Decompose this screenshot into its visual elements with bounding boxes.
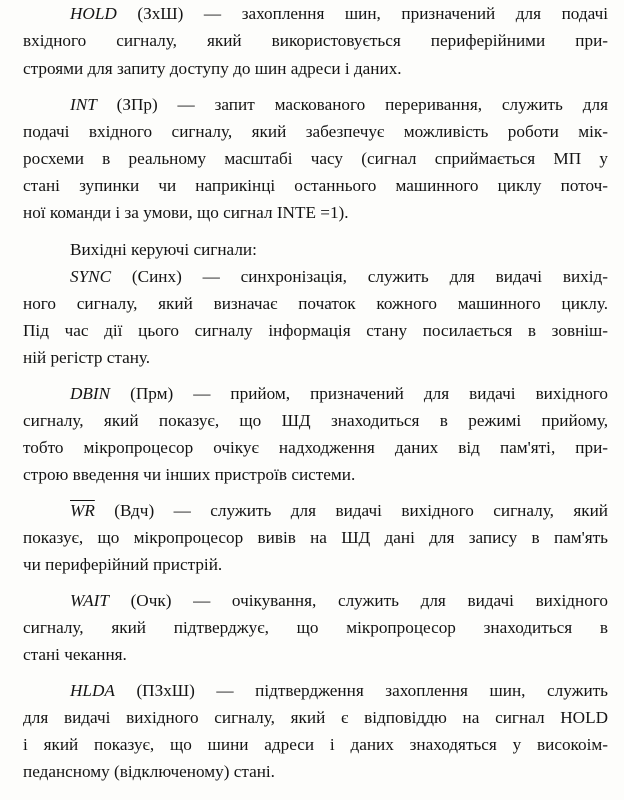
sync-line-4: ній регістр стану. bbox=[23, 348, 151, 367]
term-wait: WAIT bbox=[70, 591, 109, 610]
hlda-line-1: HLDA (ПЗхШ) — підтвердження захоплення шин, служить bbox=[70, 681, 608, 700]
hlda-line-2: для видачі вихідного сигналу, який є відповіддю на сигнал HOLD bbox=[23, 708, 608, 727]
dbin-line-4: строю введення чи інших пристроїв системи. bbox=[23, 465, 356, 484]
term-int: INT bbox=[70, 95, 97, 114]
term-sync: SYNC bbox=[70, 267, 112, 286]
int-line-5: ної команди і за умови, що сигнал INTE =1). bbox=[23, 203, 349, 222]
dbin-line-1: DBIN (Прм) — прийом, призначений для видачі вихідного bbox=[70, 384, 608, 403]
int-line-2: подачі вхідного сигналу, який забезпечує можливість роботи мік- bbox=[23, 122, 608, 141]
int-line-4: стані зупинки чи наприкінці останнього машинного циклу поточ- bbox=[23, 176, 608, 195]
hold-line-1: HOLD (ЗхШ) — захоплення шин, призначений для подачі bbox=[70, 4, 608, 23]
term-hold: HOLD bbox=[70, 4, 117, 23]
wait-line-2: сигналу, який підтверджує, що мікропроцесор знаходиться в bbox=[23, 618, 608, 637]
wr-line-1: $\overline{WR}$ (Вдч) — служить для видачі вихідного сигналу, який bbox=[70, 501, 608, 520]
hold-line-2: вхідного сигналу, який використовується периферійними при- bbox=[23, 31, 608, 50]
term-dbin: DBIN bbox=[70, 384, 111, 403]
dbin-line-2: сигналу, який показує, що ШД знаходиться в режимі прийому, bbox=[23, 411, 608, 430]
wr-line-3: чи периферійний пристрій. bbox=[23, 555, 223, 574]
int-line-3: росхеми в реальному масштабі часу (сигнал сприймається МП у bbox=[23, 149, 608, 168]
sync-line-1: SYNC (Синх) — синхронізація, служить для видачі вихід- bbox=[70, 267, 608, 286]
wr-line-2: показує, що мікропроцесор вивів на ШД дані для запису в пам'ять bbox=[23, 528, 608, 547]
hold-line-3: строями для запиту доступу до шин адреси і даних. bbox=[23, 59, 402, 78]
sync-line-3: Під час дії цього сигналу інформація стану посилається в зовніш- bbox=[23, 321, 608, 340]
wait-line-1: WAIT (Очк) — очікування, служить для видачі вихідного bbox=[70, 591, 608, 610]
term-hlda: HLDA bbox=[70, 681, 115, 700]
sync-line-2: ного сигналу, який визначає початок кожного машинного циклу. bbox=[23, 294, 608, 313]
wait-line-3: стані чекання. bbox=[23, 645, 127, 664]
term-wr: $\overline{WR}$ bbox=[70, 501, 95, 520]
int-line-1: INT (ЗПр) — запит маскованого переривання, служить для bbox=[70, 95, 608, 114]
outputs-heading: Вихідні керуючі сигнали: bbox=[70, 240, 257, 259]
hlda-line-3: і який показує, що шини адреси і даних знаходяться у високоім- bbox=[23, 735, 608, 754]
hlda-line-4: педансному (відключеному) стані. bbox=[23, 762, 275, 781]
dbin-line-3: тобто мікропроцесор очікує надходження даних від пам'яті, при- bbox=[23, 438, 608, 457]
